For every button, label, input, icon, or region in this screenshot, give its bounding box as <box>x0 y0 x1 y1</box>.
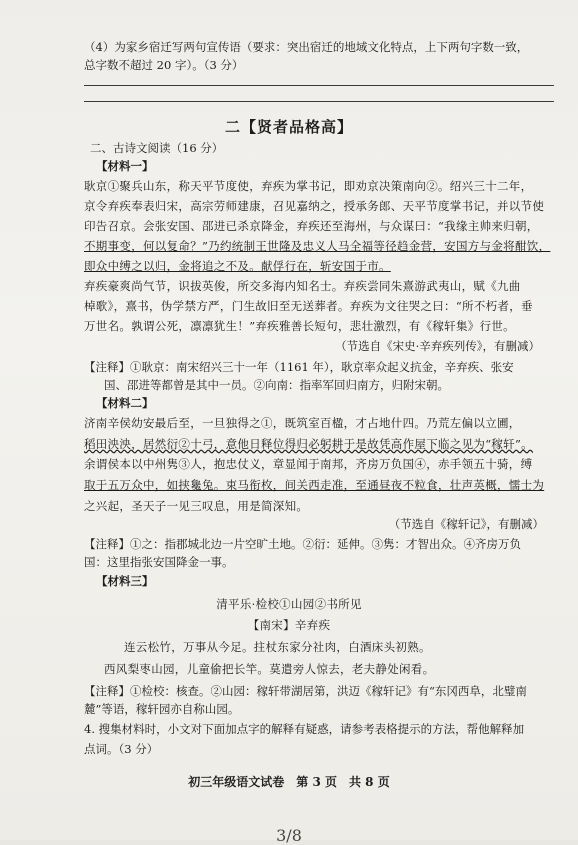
poem-title: 清平乐·检校①山园②书所见 <box>216 597 362 611</box>
section-title: 二【贤者品格高】 <box>224 118 353 136</box>
m2-line: 余谓侯本以中州隽③人，抱忠仗义，章显闻于南邦，齐房万负国④，赤手领五十骑，缚 <box>84 457 533 471</box>
material-2-label: 【材料二】 <box>96 396 154 410</box>
q4-line2: 总字数不超过 20 字）。（3 分） <box>84 58 244 72</box>
poem-line: 西风梨枣山园，儿童偷把长竿。莫遣旁人惊去，老夫静处闲看。 <box>104 662 435 676</box>
m3-note: 【注释】①检校：核查。②山园：稼轩带湖居第，洪迈《稼轩记》有“东冈西阜，北璧南 <box>84 684 527 698</box>
m2-line: 之兴起，圣天子一见三叹息，用是简深知。 <box>84 499 309 513</box>
m2-line: 济南辛侯幼安最后至，一旦独得之①，既筑室百楹，才占地什四。乃荒左偏以立圃， <box>84 416 521 430</box>
poem-line: 连云松竹，万事从今足。拄杖东家分社肉，白酒床头初熟。 <box>124 640 431 654</box>
m2-line: 稻田泱泱，居然衍②十弓，意他日释位得归必躬耕于是故凭高作屋下临之见为“稼轩”。 <box>84 437 533 451</box>
m2-source: （节选自《稼轩记》，有删减） <box>388 517 544 531</box>
poem-author: 【南宋】辛弃疾 <box>247 618 331 632</box>
m1-note: 【注释】①耿京：南宋绍兴三十一年（1161 年），耿京率众起义抗金，辛弃疾、张安 <box>84 360 514 374</box>
question-4-line: 4. 搜集材料时，小文对下面加点字的解释有疑惑，请参考表格提示的方法，帮他解释加 <box>84 722 525 736</box>
m1-line: 耿京①聚兵山东，称天平节度使，弃疾为掌书记，即劝京决策南向②。绍兴三十二年， <box>84 179 533 193</box>
m1-line: 印告召京。会张安国、邵进已杀京降金，弃疾还至海州，与众谋曰：“我缘主帅来归朝， <box>84 219 539 233</box>
m2-note: 国：这里指张安国降金一事。 <box>84 555 234 569</box>
m1-line: 万世名。孰谓公死，凛凛犹生！”弃疾雅善长短句，悲壮激烈，有《稼轩集》行世。 <box>84 319 515 333</box>
m1-line: 棹歌》，熹书，伪学禁方严，门生故旧至无送葬者。弃疾为文往哭之曰：“所不朽者，垂 <box>84 299 533 313</box>
page-footer: 初三年级语文试卷 第 3 页 共 8 页 <box>188 775 390 789</box>
material-3-label: 【材料三】 <box>96 574 154 588</box>
m1-line: 京令弃疾奉表归宋，高宗劳师建康，召见嘉纳之，授承务郎、天平节度掌书记，并以节使 <box>84 199 545 213</box>
answer-line-2 <box>84 101 554 102</box>
material-1-label: 【材料一】 <box>96 159 154 173</box>
q4-line1: （4）为家乡宿迁写两句宣传语（要求：突出宿迁的地域文化特点，上下两句字数一致， <box>84 40 529 54</box>
answer-line-1 <box>84 85 554 86</box>
m1-line: 弃疾豪爽尚气节，识拔英俊，所交多海内知名士。弃疾尝同朱熹游武夷山，赋《九曲 <box>84 279 521 293</box>
m1-line: 不期事变，何以复命？”乃约统制王世隆及忠义人马全福等径趋金营，安国方与金将酣饮， <box>84 239 551 253</box>
section-heading: 二、古诗文阅读（16 分） <box>90 141 224 155</box>
page-indicator: 3/8 <box>276 826 302 845</box>
question-4-line: 点词。（3 分） <box>84 742 159 756</box>
m3-note: 麓”等语，稼轩园亦自称山园。 <box>84 702 240 716</box>
m1-line: 即众中缚之以归，金将追之不及。献俘行在，斩安国于市。 <box>84 259 391 273</box>
m1-note: 国、邵进等都曾是其中一员。②向南：指率军回归南方，归附宋朝。 <box>104 378 449 392</box>
m2-note: 【注释】①之：指郡城北边一片空旷土地。②衍：延伸。③隽：才智出众。④齐房万负 <box>84 537 521 551</box>
m1-source: （节选自《宋史·辛弃疾列传》，有删减） <box>335 339 540 353</box>
m2-line: 取于五万众中，如挟毚兔。束马衔枚，间关西走准，至通昼夜不粒食，壮声英概，懦士为 <box>84 478 545 492</box>
